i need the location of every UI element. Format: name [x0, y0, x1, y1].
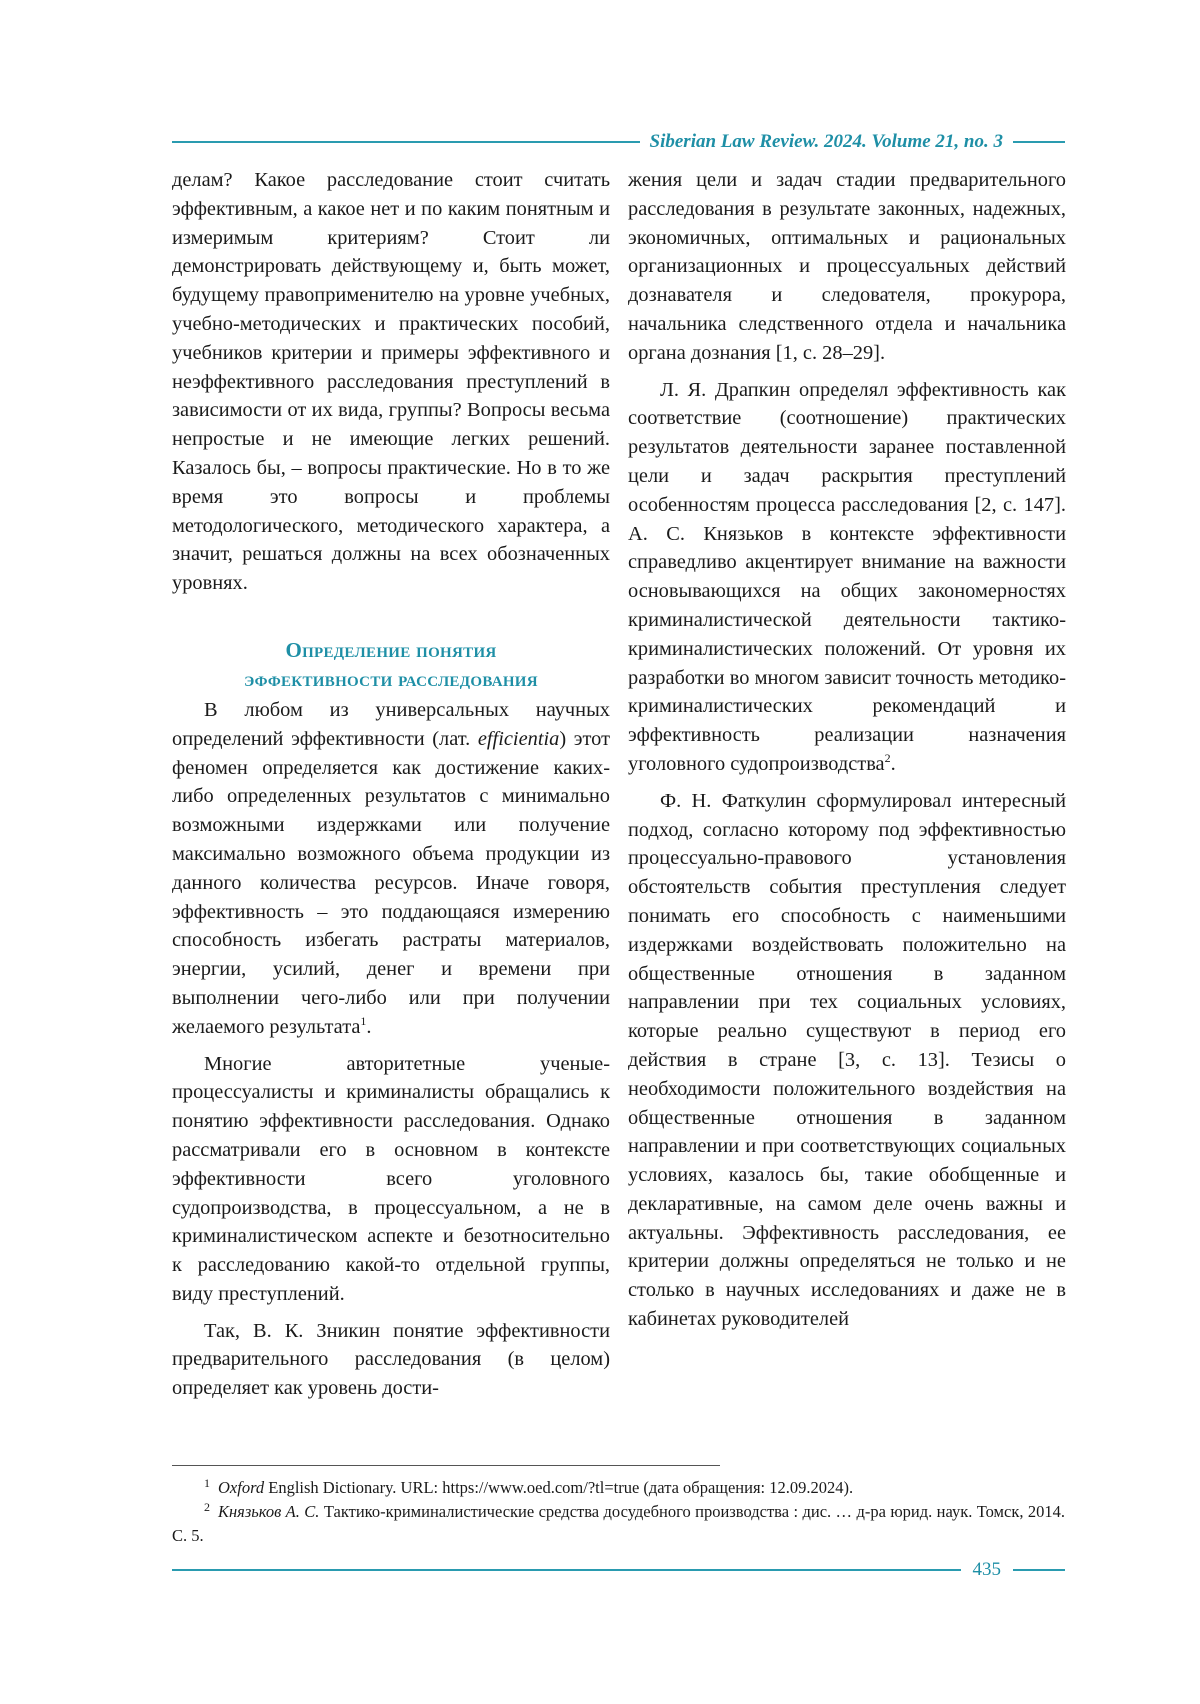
footnote-italic: Oxford: [218, 1478, 265, 1497]
right-paragraph-2: [628, 376, 1066, 779]
header-rule-left: [172, 141, 640, 143]
left-paragraph-2: [172, 696, 610, 1042]
section-title: [172, 636, 610, 694]
footnote-2: [172, 1500, 1065, 1548]
footnote-text: Тактико-криминалистические средства досудебного производства : дис. … д-ра юрид. наук. Томск, 2014. С. 5.: [172, 1502, 1065, 1545]
text-run: В любом из универсальных научных определений эффективности (лат.: [172, 698, 610, 750]
header-rule-right: [1013, 141, 1065, 143]
text-run: .: [890, 752, 896, 775]
footnote-number: 2: [204, 1499, 210, 1514]
right-paragraph-1: жения цели и задач стадии предварительного расследования в результате законных, надежных, экономичных, оптимальных и рациональных организационных и процессуальных действий дознавателя и следователя, прокурора, начальника следственного отдела и начальника органа дознания [1, с. 28–29].: [628, 169, 1066, 364]
latin-term: efficientia: [477, 727, 560, 750]
journal-title: Siberian Law Review. 2024. Volume 21, no. 3: [649, 131, 1003, 152]
footnote-1: [172, 1476, 1065, 1500]
footer-rule-left: [172, 1569, 961, 1571]
left-paragraph-1: делам? Какое расследование стоит считать эффективным, а какое нет и по каким понятным и измеримым критериям? Стоит ли демонстрировать действующему и, быть может, будущему правоприменителю на уровне учебных, учебно-методических и практических пособий, учебников критерии и примеры эффективного и неэффективного расследования преступлений в зависимости от их вида, группы? Вопросы весьма непростые и не имеющие легких решений. Казалось бы, – вопросы практические. Но в то же время это вопросы и проблемы методологического, методического характера, а значит, решаться должны на всех обозначенных уровнях.: [172, 169, 610, 595]
text-run: .: [366, 1015, 372, 1038]
page-footer: [172, 1558, 1065, 1582]
footnote-italic: Князьков А. С.: [218, 1502, 320, 1521]
footnote-ref-2[interactable]: 2: [884, 751, 891, 766]
page-number: 435: [972, 1559, 1001, 1580]
text-run: ) этот феномен определяется как достижение каких-либо определенных результатов с минимально возможными издержками или получение максимально возможного объема продукции из данного количества ресурсов. Иначе говоря, эффективность – это поддающаяся измерению способность избегать растраты материалов, энергии, усилий, денег и времени при выполнении чего-либо или при получении желаемого результата: [172, 727, 611, 1038]
footnote-text: English Dictionary. URL: https://www.oed.com/?tl=true (дата обращения: 12.09.2024).: [264, 1478, 854, 1497]
footnote-number: 1: [204, 1475, 210, 1490]
footer-rule-right: [1013, 1569, 1065, 1571]
text-run: Л. Я. Драпкин определял эффективность как соответствие (соотношение) практических результатов деятельности заранее поставленной цели и задач раскрытия преступлений особенностям процесса расследования [2, с. 147]. А. С. Князьков в контексте эффективности справедливо акцентирует внимание на важности основывающихся на общих закономерностях криминалистической деятельности тактико-криминалистических положений. От уровня их разработки во многом зависит точность методико-криминалистических рекомендаций и эффективность реализации назначения уголовного судопроизводства: [628, 378, 1066, 775]
left-paragraph-4: Так, В. К. Зникин понятие эффективности предварительного расследования (в целом) определяет как уровень дости-: [172, 1319, 610, 1400]
footnotes: [172, 1465, 1065, 1548]
footnote-rule: [172, 1465, 720, 1466]
right-column: [628, 166, 1066, 1334]
section-title-line-1: Определение понятия: [285, 637, 497, 662]
running-header: [172, 128, 1065, 156]
right-paragraph-3: Ф. Н. Фаткулин сформулировал интересный подход, согласно которому под эффективностью процессуально-правового установления обстоятельств события преступления следует понимать его способность с наименьшими издержками воздействовать положительно на общественные отношения в заданном направлении при тех социальных условиях, которые реально существуют в период его действия в стране [3, с. 13]. Тезисы о необходимости положительного воздействия на общественные отношения в заданном направлении и при соответствующих социальных условиях, казалось бы, такие обобщенные и декларативные, на самом деле очень важны и актуальны. Эффективность расследования, ее критерии должны определяться не только и не столько в научных исследованиях и даже не в кабинетах руководителей: [628, 789, 1066, 1331]
left-column: [172, 166, 610, 1403]
section-title-line-2: эффективности расследования: [244, 666, 538, 691]
footnote-ref-1[interactable]: 1: [360, 1013, 367, 1028]
left-paragraph-3: Многие авторитетные ученые-процессуалисты и криминалисты обращались к понятию эффективности расследования. Однако рассматривали его в основном в контексте эффективности всего уголовного судопроизводства, в процессуальном, а не в криминалистическом аспекте и безотносительно к расследованию какой-то отдельной группы, виду преступлений.: [172, 1052, 610, 1305]
